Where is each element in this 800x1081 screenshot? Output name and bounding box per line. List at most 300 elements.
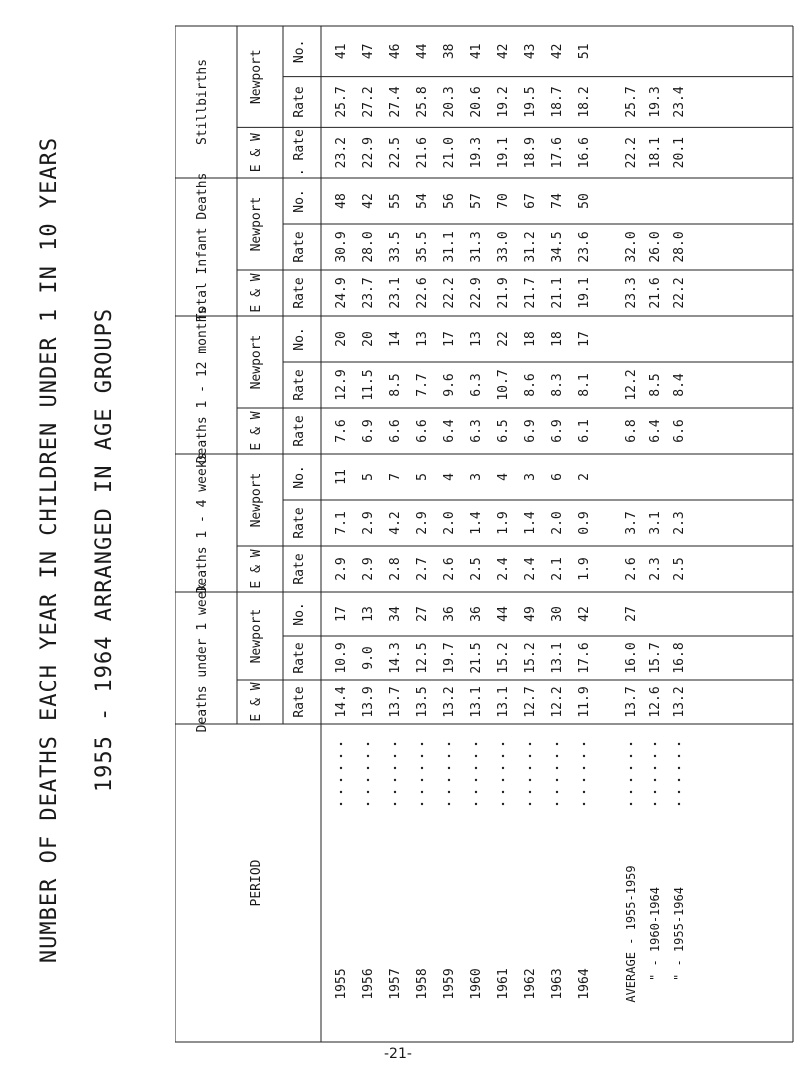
ew-header-4: E & W [249,133,264,173]
leader-dot [475,803,477,805]
leader-dot [394,767,396,769]
cell: 4 [496,473,511,481]
cell: 31.2 [523,231,538,263]
leader-dot [583,791,585,793]
cell: 9.0 [361,646,376,670]
leader-dot [630,743,632,745]
newport-header-2: Newport [249,334,264,390]
leader-dot [340,755,342,757]
leader-dot [421,803,423,805]
leader-dot [556,779,558,781]
leader-dot [367,755,369,757]
cell: 13.2 [442,686,457,718]
cell: 2.0 [442,511,457,535]
cell: 13.1 [550,642,565,674]
cell: 17 [577,331,592,347]
leader-dot [367,767,369,769]
cell: 2.0 [550,511,565,535]
avg-cell: 16.0 [624,642,639,674]
cell: 33.5 [388,231,403,263]
leader-dot [421,767,423,769]
year-label: 1955 [334,968,349,1000]
leader-dot [654,743,656,745]
leader-dot [678,791,680,793]
cell: 31.3 [469,231,484,263]
leader-dot [340,743,342,745]
cell: 2.5 [469,557,484,581]
leader-dot [421,791,423,793]
leader-dot [529,755,531,757]
cell: 27.2 [361,86,376,118]
cell: 21.1 [550,277,565,309]
cell: 7 [388,473,403,481]
ew-header-1: E & W [249,549,264,589]
cell: 30 [550,606,565,622]
avg-cell: 28.0 [672,231,687,263]
cell: 22.6 [415,277,430,309]
year-label: 1963 [550,968,565,1000]
leader-dot [421,779,423,781]
cell: 57 [469,193,484,209]
leader-dot [448,743,450,745]
cell: 36 [442,606,457,622]
cell: 34.5 [550,231,565,263]
cell: 2.6 [442,557,457,581]
leader-dot [502,791,504,793]
cell: 41 [334,43,349,60]
leader-dot [678,803,680,805]
cell: 6.6 [388,419,403,443]
leader-dot [475,743,477,745]
year-label: 1961 [496,968,511,1000]
cell: 42 [361,193,376,209]
group-header-0: Deaths under 1 week [195,583,210,733]
leader-dot [475,791,477,793]
ew-header-2: E & W [249,411,264,451]
cell: 8.3 [550,373,565,397]
leader-dot [421,743,423,745]
newport-header-4: Newport [249,49,264,105]
leader-dot [394,803,396,805]
cell: 20 [361,331,376,347]
avg-cell: 22.2 [672,277,687,309]
leader-dot [394,779,396,781]
cell: 21.0 [442,137,457,169]
year-label: 1958 [415,968,430,1000]
cell: 36 [469,606,484,622]
cell: 18 [523,331,538,347]
leader-dot [678,743,680,745]
cell: 4 [442,473,457,481]
cell: 12.7 [523,686,538,718]
leader-dot [502,755,504,757]
leader-dot [475,767,477,769]
cell: 1.9 [577,557,592,581]
leader-dot [394,743,396,745]
cell: 6.9 [550,419,565,443]
ew-rate-header-0: Rate [292,686,307,718]
leader-dot [340,767,342,769]
cell: 23.7 [361,277,376,309]
cell: 7.7 [415,373,430,397]
leader-dot [583,767,585,769]
cell: 56 [442,193,457,209]
cell: 6.5 [496,419,511,443]
cell: 10.9 [334,642,349,674]
cell: 42 [577,606,592,622]
cell: 49 [523,606,538,622]
ew-rate-header-1: Rate [292,553,307,585]
cell: 14.3 [388,642,403,674]
leader-dot [394,755,396,757]
cell: 13 [361,606,376,622]
leader-dot [367,779,369,781]
cell: 22.5 [388,137,403,169]
cell: 67 [523,193,538,209]
cell: 46 [388,43,403,60]
leader-dot [502,803,504,805]
cell: 27.4 [388,86,403,118]
cell: 19.5 [523,86,538,118]
avg-cell: 18.1 [648,137,663,169]
leader-dot [556,767,558,769]
leader-dot [529,779,531,781]
cell: 43 [523,43,538,60]
cell: 2.9 [415,511,430,535]
avg-cell: 21.6 [648,277,663,309]
avg-cell: 3.1 [648,511,663,535]
ew-rate-header-4: . Rate [292,129,307,177]
avg-cell: 15.7 [648,642,663,674]
cell: 24.9 [334,277,349,309]
cell: 5 [361,473,376,481]
cell: 2.7 [415,557,430,581]
cell: 48 [334,193,349,209]
cell: 5 [415,473,430,481]
avg-cell: 2.3 [648,557,663,581]
leader-dot [630,791,632,793]
newport-header-3: Newport [249,196,264,252]
leader-dot [556,791,558,793]
group-header-4: Stillbirths [195,58,210,146]
cell: 15.2 [496,642,511,674]
cell: 17.6 [577,642,592,674]
cell: 3 [469,473,484,481]
no-header-0: No. [292,602,307,626]
cell: 20.3 [442,86,457,118]
cell: 25.7 [334,86,349,118]
cell: 1.4 [523,511,538,535]
leader-dot [502,779,504,781]
cell: 7.1 [334,511,349,535]
leader-dot [448,755,450,757]
cell: 13 [415,331,430,347]
cell: 13.5 [415,686,430,718]
cell: 14.4 [334,686,349,718]
avg-cell: 6.6 [672,419,687,443]
cell: 13 [469,331,484,347]
leader-dot [583,743,585,745]
leader-dot [340,779,342,781]
leader-dot [630,755,632,757]
cell: 6.6 [415,419,430,443]
cell: 42 [496,43,511,60]
leader-dot [529,803,531,805]
leader-dot [654,791,656,793]
rate-header-2: Rate [292,369,307,401]
page-title [16,60,146,1040]
cell: 0.9 [577,511,592,535]
cell: 34 [388,606,403,622]
cell: 23.1 [388,277,403,309]
leader-dot [556,743,558,745]
group-header-3: Total Infant Deaths [195,172,210,322]
avg-cell: 27 [624,606,639,622]
avg-cell: 6.8 [624,419,639,443]
page-number: -21- [384,1046,412,1062]
cell: 11.9 [577,686,592,718]
cell: 18.2 [577,86,592,118]
rate-header-1: Rate [292,507,307,539]
cell: 13.9 [361,686,376,718]
cell: 19.2 [496,86,511,118]
cell: 6.3 [469,373,484,397]
leader-dot [654,779,656,781]
leader-dot [340,791,342,793]
leader-dot [529,767,531,769]
avg-cell: 8.5 [648,373,663,397]
cell: 12.9 [334,369,349,401]
cell: 23.6 [577,231,592,263]
cell: 55 [388,193,403,209]
avg-cell: 20.1 [672,137,687,169]
cell: 2.1 [550,557,565,581]
ew-header-0: E & W [249,682,264,722]
cell: 42 [550,43,565,60]
avg-cell: 23.4 [672,86,687,118]
cell: 28.0 [361,231,376,263]
cell: 17.6 [550,137,565,169]
cell: 7.6 [334,419,349,443]
leader-dot [654,755,656,757]
cell: 20 [334,331,349,347]
cell: 2.9 [334,557,349,581]
cell: 6.3 [469,419,484,443]
cell: 51 [577,43,592,60]
rate-header-3: Rate [292,231,307,263]
avg-cell: 12.2 [624,369,639,401]
deaths-table [175,24,795,1044]
cell: 22.2 [442,277,457,309]
cell: 18.9 [523,137,538,169]
leader-dot [502,767,504,769]
leader-dot [630,779,632,781]
leader-dot [678,779,680,781]
cell: 13.1 [496,686,511,718]
leader-dot [340,803,342,805]
leader-dot [421,755,423,757]
no-header-1: No. [292,465,307,489]
newport-header-0: Newport [249,608,264,664]
cell: 41 [469,43,484,60]
cell: 14 [388,331,403,347]
cell: 12.2 [550,686,565,718]
avg-cell: 32.0 [624,231,639,263]
newport-header-1: Newport [249,472,264,528]
leader-dot [475,755,477,757]
cell: 2.9 [361,557,376,581]
no-header-3: No. [292,189,307,213]
cell: 11 [334,469,349,485]
cell: 30.9 [334,231,349,263]
leader-dot [448,791,450,793]
cell: 6.4 [442,419,457,443]
cell: 2.8 [388,557,403,581]
cell: 23.2 [334,137,349,169]
cell: 22.9 [469,277,484,309]
cell: 21.5 [469,642,484,674]
leader-dot [583,755,585,757]
cell: 2 [577,473,592,481]
average-label: " - 1955-1964 [672,887,686,981]
period-header: PERIOD [249,859,264,907]
cell: 6.9 [523,419,538,443]
cell: 17 [442,331,457,347]
leader-dot [502,743,504,745]
cell: 13.1 [469,686,484,718]
cell: 8.1 [577,373,592,397]
cell: 11.5 [361,369,376,401]
avg-cell: 3.7 [624,511,639,535]
cell: 9.6 [442,373,457,397]
avg-cell: 19.3 [648,86,663,118]
leader-dot [583,803,585,805]
avg-cell: 13.7 [624,686,639,718]
cell: 8.6 [523,373,538,397]
cell: 4.2 [388,511,403,535]
ew-header-3: E & W [249,273,264,313]
avg-cell: 2.6 [624,557,639,581]
year-label: 1960 [469,968,484,1000]
group-header-2: Deaths 1 - 12 months [195,306,210,464]
leader-dot [529,743,531,745]
average-label: " - 1960-1964 [648,887,662,981]
leader-dot [448,767,450,769]
cell: 44 [415,43,430,60]
cell: 17 [334,606,349,622]
cell: 33.0 [496,231,511,263]
avg-cell: 25.7 [624,86,639,118]
year-label: 1956 [361,968,376,1000]
cell: 16.6 [577,137,592,169]
cell: 6 [550,473,565,481]
avg-cell: 8.4 [672,373,687,397]
avg-cell: 2.5 [672,557,687,581]
cell: 8.5 [388,373,403,397]
cell: 19.1 [496,137,511,169]
leader-dot [529,791,531,793]
avg-cell: 13.2 [672,686,687,718]
leader-dot [394,791,396,793]
leader-dot [678,767,680,769]
cell: 21.6 [415,137,430,169]
year-label: 1962 [523,968,538,1000]
cell: 44 [496,606,511,622]
cell: 12.5 [415,642,430,674]
leader-dot [367,803,369,805]
cell: 50 [577,193,592,209]
cell: 6.1 [577,419,592,443]
average-label: AVERAGE - 1955-1959 [624,865,638,1003]
cell: 70 [496,193,511,209]
cell: 18.7 [550,86,565,118]
cell: 19.1 [577,277,592,309]
avg-cell: 16.8 [672,642,687,674]
avg-cell: 26.0 [648,231,663,263]
year-label: 1959 [442,968,457,1000]
cell: 22.9 [361,137,376,169]
cell: 27 [415,606,430,622]
leader-dot [448,779,450,781]
avg-cell: 23.3 [624,277,639,309]
leader-dot [448,803,450,805]
no-header-4: No. [292,39,307,64]
ew-rate-header-2: Rate [292,415,307,447]
rate-header-4: Rate [292,86,307,118]
leader-dot [367,791,369,793]
cell: 3 [523,473,538,481]
year-label: 1957 [388,968,403,1000]
leader-dot [678,755,680,757]
leader-dot [556,755,558,757]
cell: 13.7 [388,686,403,718]
cell: 1.9 [496,511,511,535]
cell: 21.7 [523,277,538,309]
avg-cell: 2.3 [672,511,687,535]
group-header-1: Deaths 1 - 4 weeks [195,452,210,594]
cell: 10.7 [496,369,511,401]
cell: 19.7 [442,642,457,674]
no-header-2: No. [292,327,307,351]
cell: 2.9 [361,511,376,535]
cell: 6.9 [361,419,376,443]
cell: 22 [496,331,511,347]
leader-dot [654,767,656,769]
leader-dot [367,743,369,745]
leader-dot [630,767,632,769]
cell: 38 [442,43,457,60]
cell: 18 [550,331,565,347]
leader-dot [556,803,558,805]
avg-cell: 22.2 [624,137,639,169]
leader-dot [475,779,477,781]
cell: 54 [415,193,430,209]
cell: 20.6 [469,86,484,118]
title-line-1: NUMBER OF DEATHS EACH YEAR IN CHILDREN UNDER 1 IN 10 YEARS [37,136,62,964]
cell: 15.2 [523,642,538,674]
cell: 2.4 [496,557,511,581]
cell: 74 [550,193,565,209]
cell: 25.8 [415,86,430,118]
cell: 19.3 [469,137,484,169]
title-line-2: 1955 - 1964 ARRANGED IN AGE GROUPS [92,307,117,793]
cell: 1.4 [469,511,484,535]
cell: 2.4 [523,557,538,581]
rate-header-0: Rate [292,642,307,674]
ew-rate-header-3: Rate [292,277,307,309]
leader-dot [654,803,656,805]
cell: 31.1 [442,231,457,263]
